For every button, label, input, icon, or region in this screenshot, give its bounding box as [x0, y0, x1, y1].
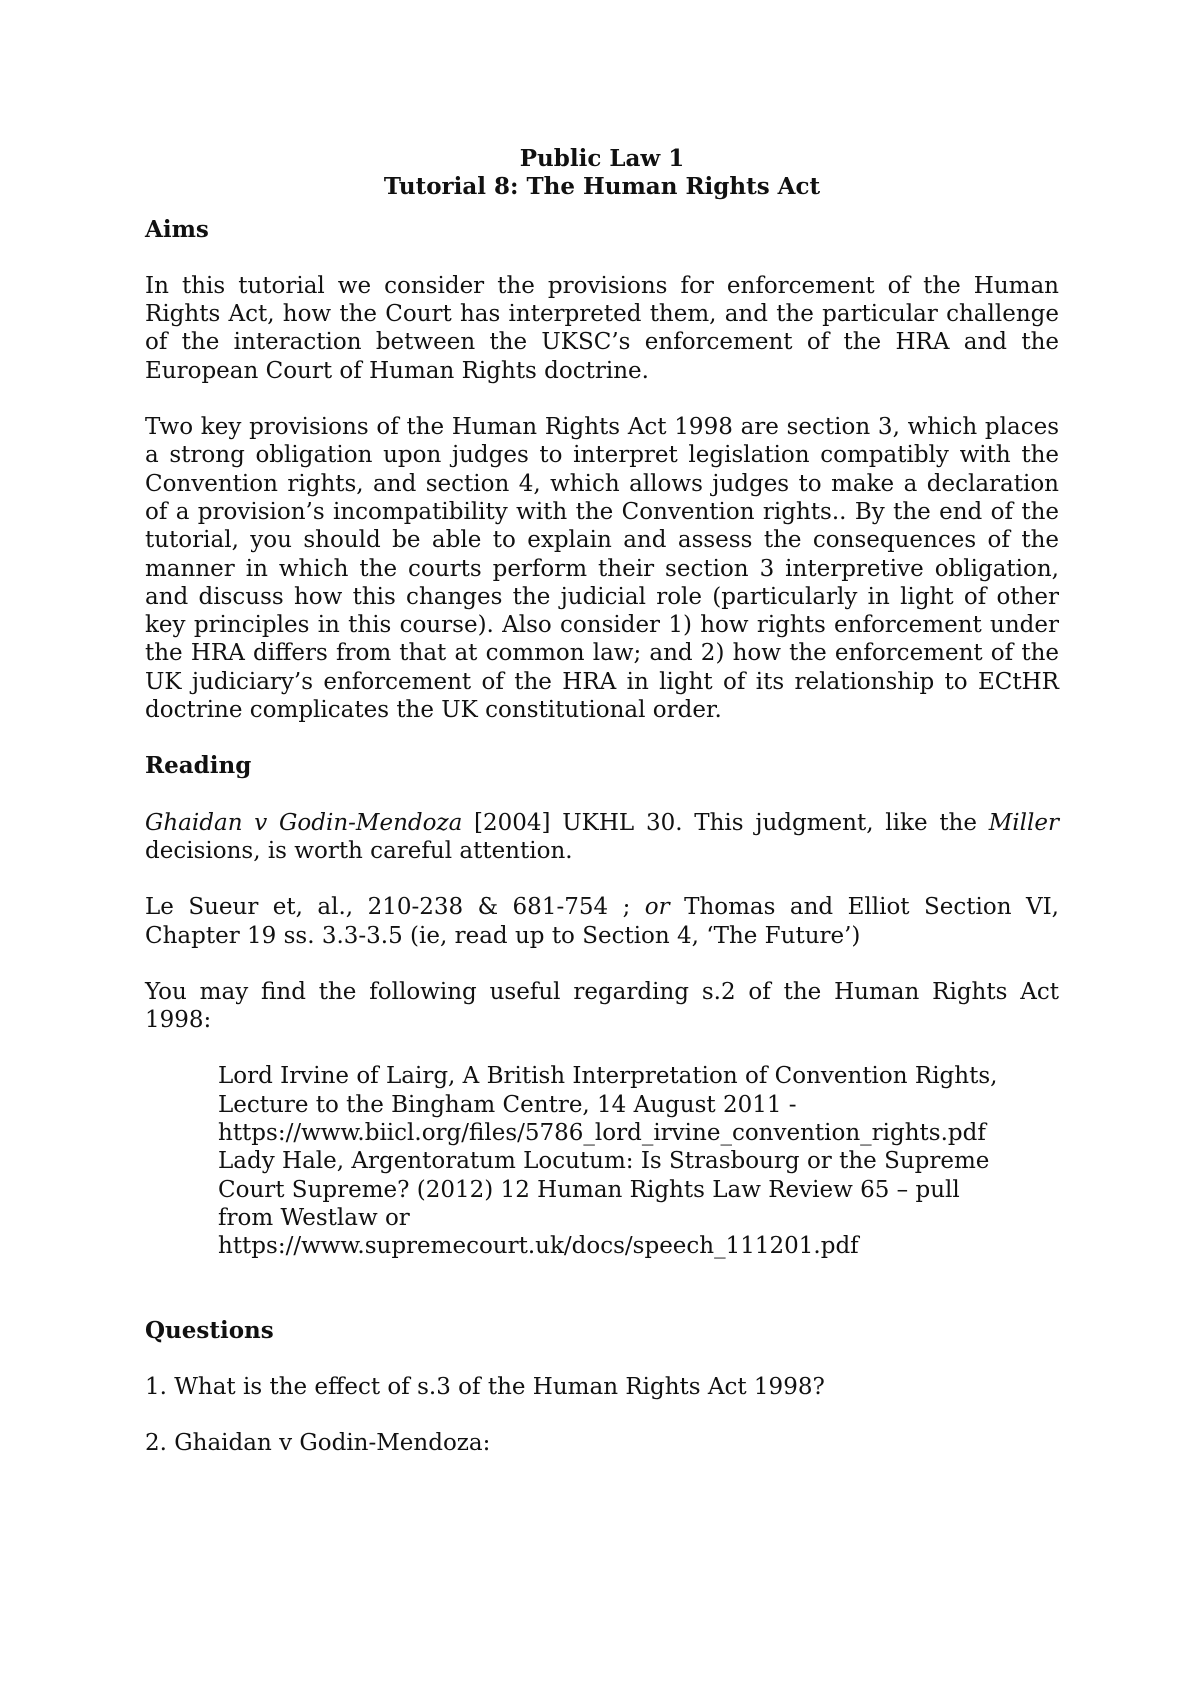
reference-line: Lord Irvine of Lairg, A British Interpretation of Convention Rights, [218, 1063, 998, 1090]
reference-line: Court Supreme? (2012) 12 Human Rights Law Review 65 – pull [218, 1176, 960, 1203]
case-citation: [2004] UKHL 30. This judgment, like the [462, 809, 989, 836]
questions-heading: Questions [145, 1316, 274, 1344]
reference-line: Lady Hale, Argentoratum Locutum: Is Strasbourg or the Supreme [218, 1148, 990, 1175]
case-note: decisions, is worth careful attention. [145, 837, 573, 864]
reference-line: from Westlaw or [218, 1204, 410, 1231]
reference-link[interactable]: https://www.biicl.org/files/5786_lord_irvine_convention_rights.pdf [218, 1120, 986, 1147]
useful-intro-paragraph: You may find the following useful regarding s.2 of the Human Rights Act 1998: [145, 978, 1059, 1034]
miller-case-name: Miller [988, 809, 1059, 836]
aims-paragraph-2: Two key provisions of the Human Rights Act 1998 are section 3, which places a strong obligation upon judges to interpret legislation compatibly with the Convention rights, and section 4, which allows judges to make a declaration of a provision’s incompatibility with the Convention rights.. By the end of the tutorial, you should be able to explain and assess the consequences of the manner in which the courts perform their section 3 interpretive obligation, and discuss how this changes the judicial role (particularly in light of other key principles in this course). Also consider 1) how rights enforcement under the HRA differs from that at common law; and 2) how the enforcement of the UK judiciary’s enforcement of the HRA in light of its relationship to ECtHR doctrine complicates the UK constitutional order. [145, 414, 1059, 724]
reading-case-paragraph [145, 809, 1059, 866]
reference-line: Lecture to the Bingham Centre, 14 August 2011 - [218, 1091, 797, 1118]
reference-link[interactable]: https://www.supremecourt.uk/docs/speech_111201.pdf [218, 1233, 859, 1260]
aims-heading: Aims [145, 215, 209, 243]
case-name: Ghaidan v Godin-Mendoza [145, 809, 463, 836]
texts-alternative: Thomas and Elliot Section VI, Chapter 19 ss. 3.3-3.5 (ie, read up to Section 4, ‘The Future’) [145, 894, 1059, 949]
document-body [145, 145, 1059, 1485]
texts-primary: Le Sueur et, al., 210-238 & 681-754 ; [145, 894, 645, 921]
aims-paragraph-1: In this tutorial we consider the provisions for enforcement of the Human Rights Act, how the Court has interpreted them, and the particular challenge of the interaction between the UKSC’s enforcement of the HRA and the European Court of Human Rights doctrine. [145, 272, 1059, 384]
reference-list [145, 1062, 1059, 1260]
texts-or: or [644, 894, 670, 921]
question-item: 2. Ghaidan v Godin-Mendoza: [145, 1430, 491, 1457]
document-title [145, 145, 1059, 202]
course-title: Public Law 1 [519, 145, 685, 172]
reading-texts-paragraph [145, 893, 1059, 950]
reading-heading: Reading [145, 752, 252, 780]
tutorial-title: Tutorial 8: The Human Rights Act [383, 173, 821, 201]
question-item: 1. What is the effect of s.3 of the Human Rights Act 1998? [145, 1373, 825, 1400]
